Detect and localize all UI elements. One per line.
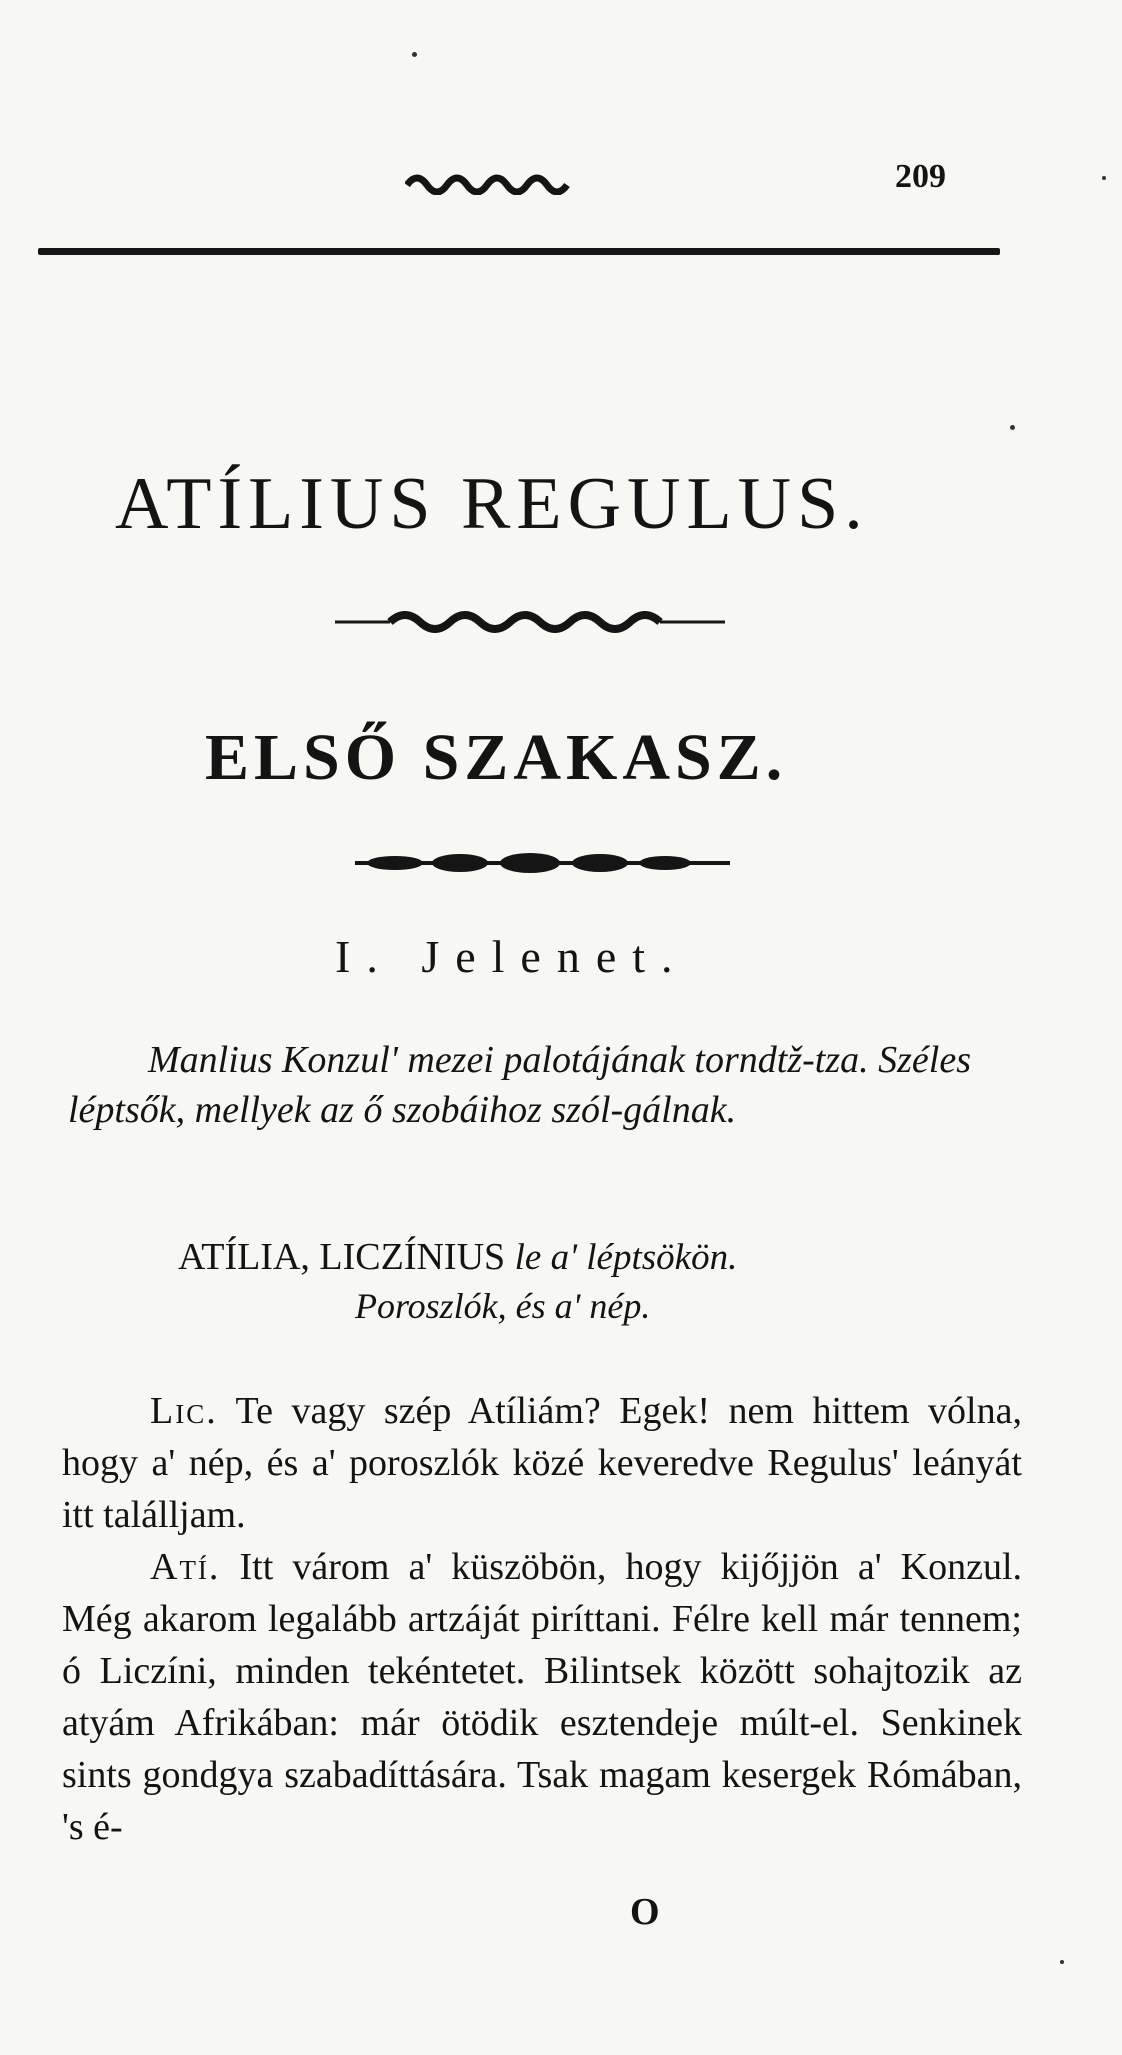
section-ornament <box>355 848 730 878</box>
paper-speck <box>412 52 417 57</box>
dialogue-line <box>62 1385 1022 1541</box>
cast-note: le a' léptsökön. <box>514 1237 738 1278</box>
paper-speck <box>1102 176 1106 180</box>
speech-text: Itt várom a' küszöbön, hogy kijőjjön a' Konzul. Még akarom legalább artzáját piríttani. Félre kell már tennem; ó Liczíni, minden tekéntetet. Bilintsek között sohajtozik az atyám Afrikában: már ötödik esztendeje múlt-el. Senkinek sints gondgya szabadíttására. Tsak magam kesergek Rómában, 's é- <box>62 1546 1023 1848</box>
dialogue <box>62 1385 1022 1853</box>
header-ornament <box>405 165 570 195</box>
stage-direction-text: Manlius Konzul' mezei palotájának torndtž-tza. Széles léptsők, mellyek az ő szobáihoz szól-gálnak. <box>68 1039 971 1131</box>
cast-list <box>178 1235 737 1279</box>
speaker-name: Atí. <box>150 1546 221 1588</box>
dialogue-line <box>62 1541 1022 1853</box>
paper-speck <box>1010 425 1015 430</box>
speech-text: Te vagy szép Atíliám? Egek! nem hittem vólna, hogy a' nép, és a' poroszlók közé keveredve Regulus' leányát itt találljam. <box>62 1390 1022 1536</box>
play-title: ATÍLIUS REGULUS. <box>115 463 869 545</box>
title-ornament <box>330 600 730 640</box>
page-number: 209 <box>895 158 946 195</box>
speaker-name: Lic. <box>150 1390 218 1432</box>
paper-speck <box>1060 1960 1064 1964</box>
catchword: O <box>630 1891 660 1933</box>
section-heading: ELSŐ SZAKASZ. <box>205 721 788 794</box>
header-rule <box>38 248 1000 255</box>
cast-others: Poroszlók, és a' nép. <box>355 1286 651 1326</box>
stage-direction <box>68 1035 1028 1135</box>
cast-names: ATÍLIA, LICZÍNIUS <box>178 1236 506 1278</box>
scene-heading: I. Jelenet. <box>335 931 689 982</box>
